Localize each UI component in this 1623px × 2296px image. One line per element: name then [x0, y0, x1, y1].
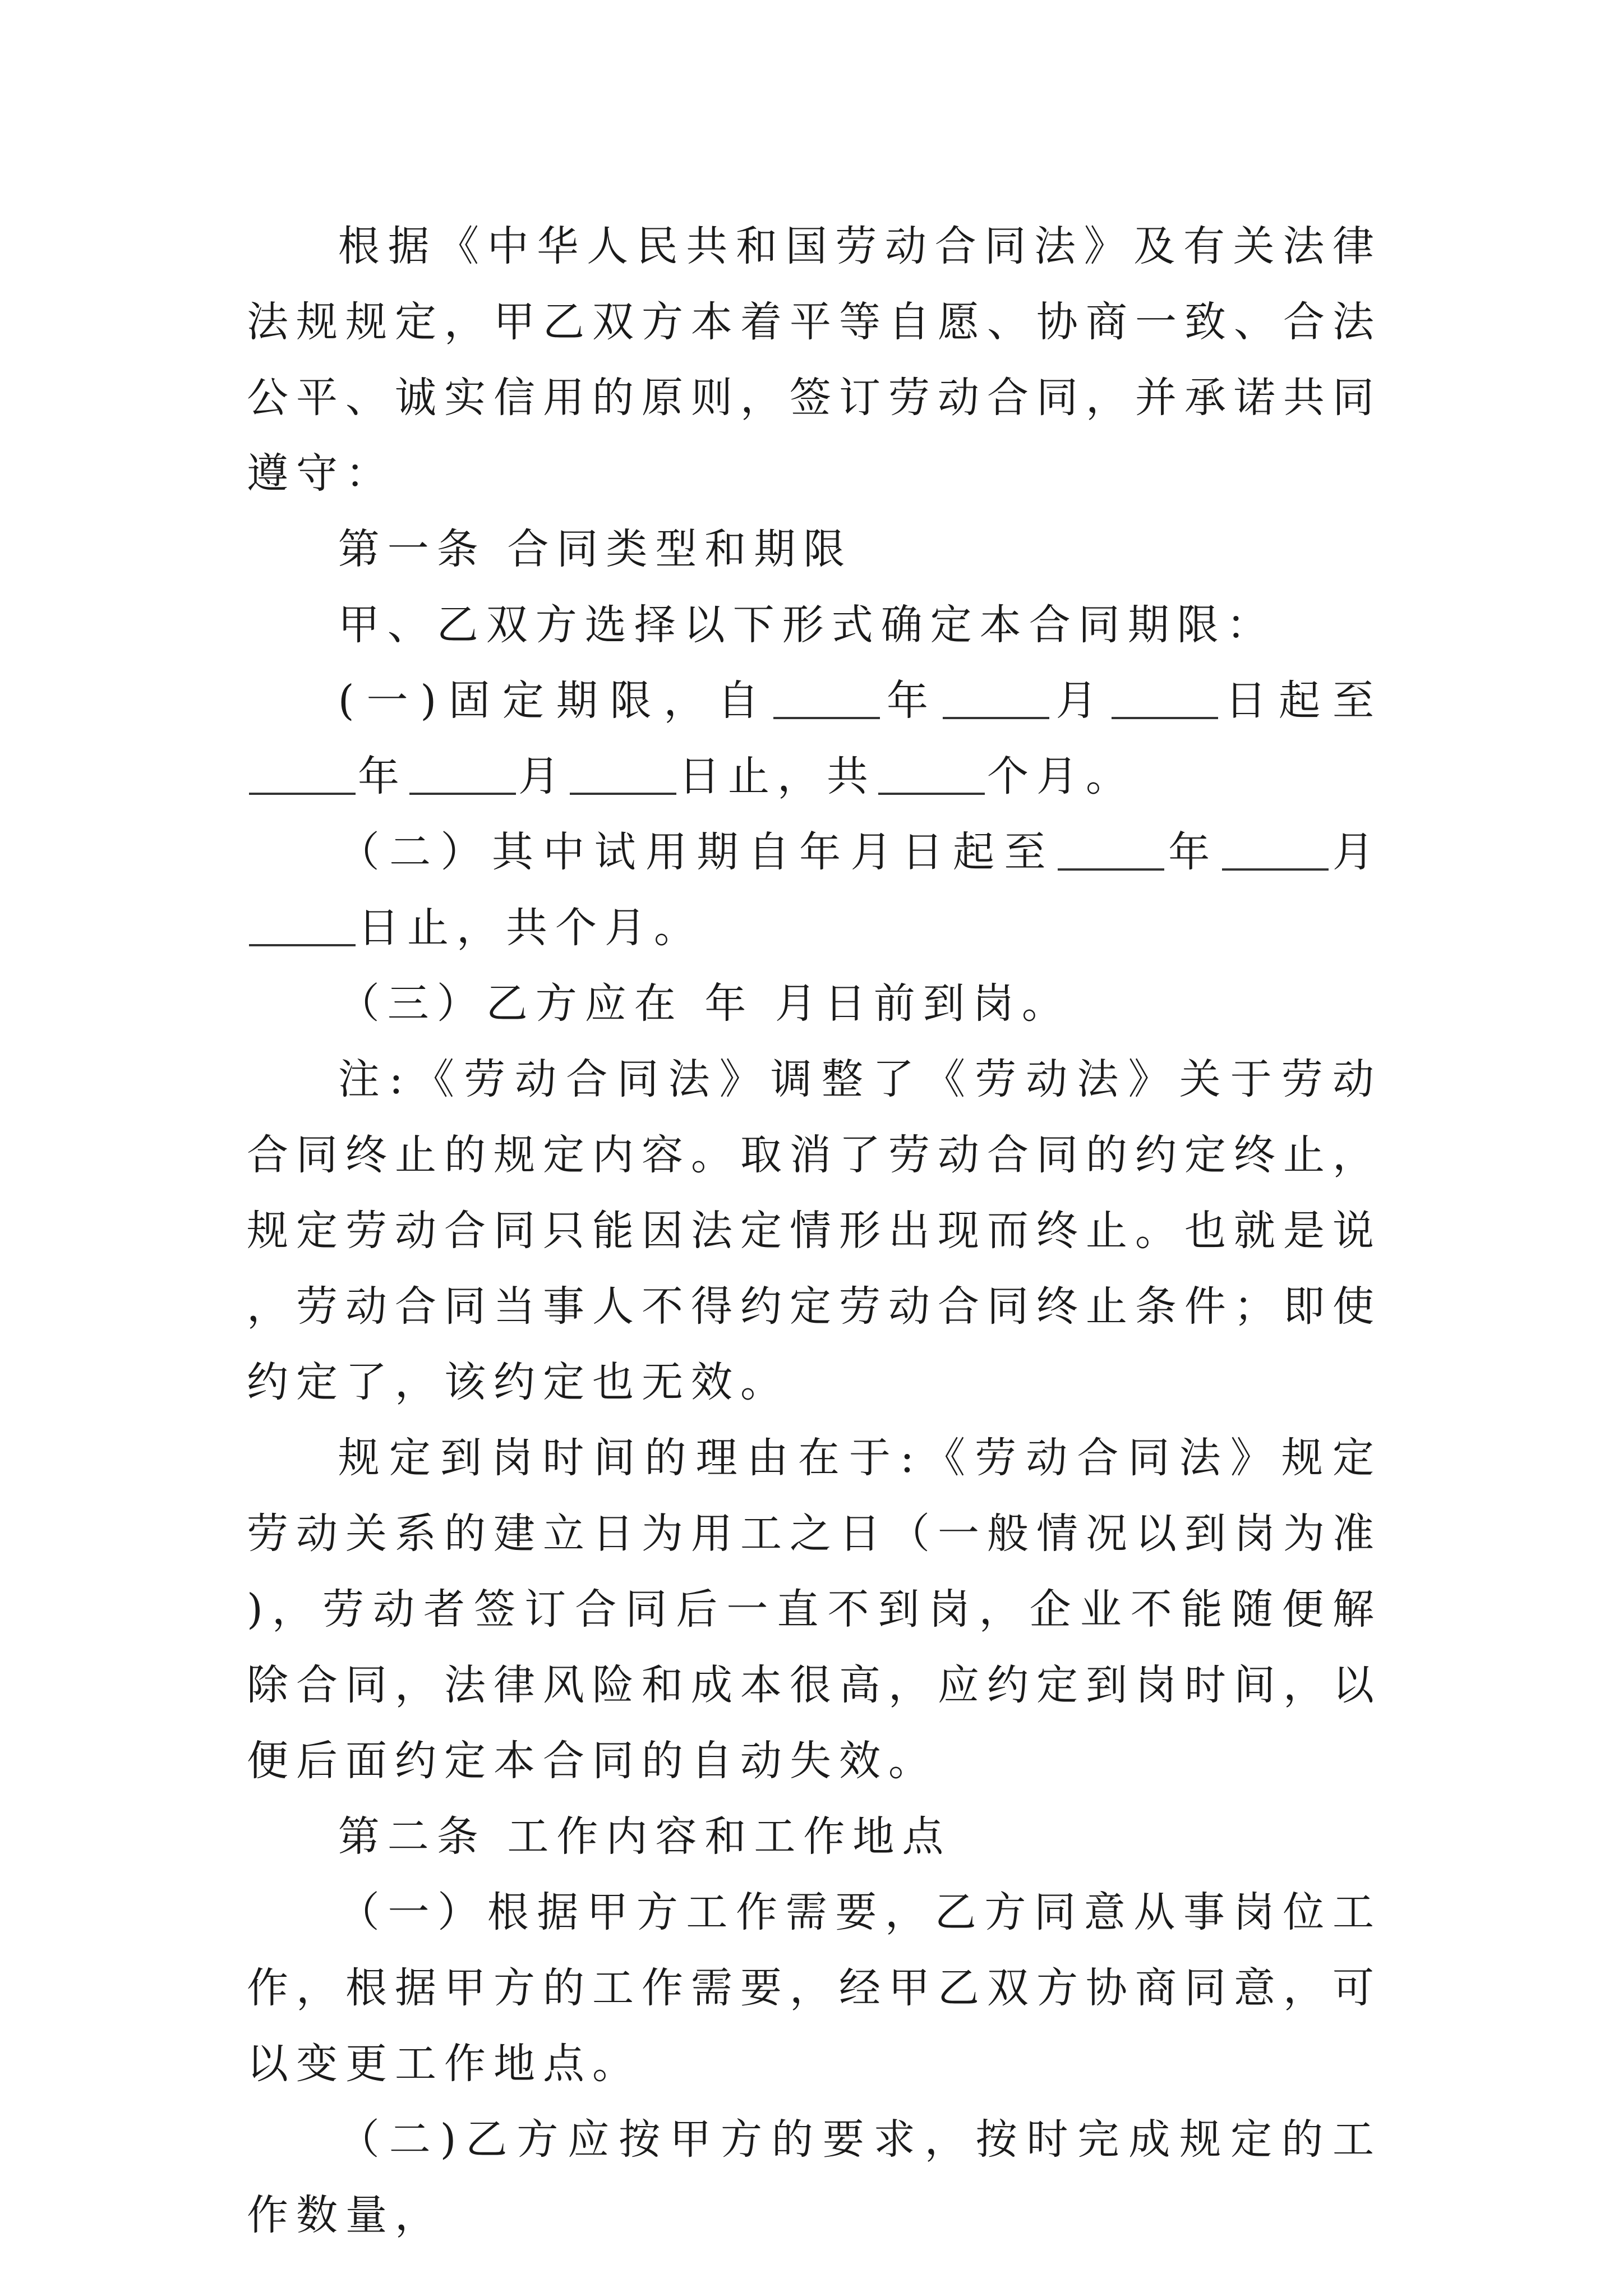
paragraph-text: 月: [518, 752, 568, 800]
fill-in-blank: [409, 751, 516, 795]
paragraph-text: 日止，共个月。: [358, 904, 703, 952]
paragraph: [247, 1799, 1382, 1875]
fill-in-blank: [943, 675, 1049, 719]
paragraph-text: 年: [1166, 828, 1220, 876]
paragraph-text: 日止，共: [679, 752, 876, 800]
paragraph: [247, 815, 1382, 966]
paragraph-text: （一）根据甲方工作需要，乙方同意从事岗位工作，根据甲方的工作需要，经甲乙双方协商同意，可以变更工作地点。: [247, 1888, 1382, 2088]
paragraph-text: 年: [882, 677, 940, 725]
paragraph-text: 注:《劳动合同法》调整了《劳动法》关于劳动合同终止的规定内容。取消了劳动合同的约定终止，规定劳动合同只能因法定情形出现而终止。也就是说，劳动合同当事人不得约定劳动合同终止条件；即使约定了，该约定也无效。: [247, 1055, 1382, 1406]
paragraph: [247, 1875, 1382, 2102]
paragraph: [247, 663, 1382, 815]
paragraph-text: 月: [1051, 677, 1110, 725]
paragraph: [247, 512, 1382, 587]
paragraph-text: 月: [1330, 828, 1382, 876]
paragraph-text: 第二条 工作内容和工作地点: [338, 1812, 952, 1861]
paragraph-text: 个月。: [987, 752, 1135, 800]
paragraph-text: 甲、乙双方选择以下形式确定本合同期限：: [338, 601, 1276, 649]
fill-in-blank: [1058, 827, 1164, 871]
paragraph-text: （二)乙方应按甲方的要求，按时完成规定的工作数量，: [247, 2115, 1382, 2239]
paragraph-text: 年: [358, 752, 407, 800]
paragraph-text: (一)固定期限，自: [338, 677, 772, 725]
paragraph: [247, 966, 1382, 1042]
fill-in-blank: [249, 903, 356, 946]
paragraph-text: （三）乙方应在 年 月日前到岗。: [338, 979, 1071, 1028]
fill-in-blank: [249, 751, 356, 795]
paragraph: [247, 2102, 1382, 2253]
fill-in-blank: [1112, 675, 1218, 719]
contract-body: [247, 209, 1382, 2253]
paragraph: [247, 209, 1382, 512]
paragraph-text: 规定到岗时间的理由在于:《劳动合同法》规定劳动关系的建立日为用工之日（一般情况以到岗为准)，劳动者签订合同后一直不到岗，企业不能随便解除合同，法律风险和成本很高，应约定到岗时间，以便后面约定本合同的自动失效。: [247, 1434, 1382, 1785]
paragraph: [247, 1420, 1382, 1799]
paragraph-text: 根据《中华人民共和国劳动合同法》及有关法律法规规定，甲乙双方本着平等自愿、协商一致、合法公平、诚实信用的原则，签订劳动合同，并承诺共同遵守：: [247, 222, 1382, 498]
fill-in-blank: [570, 751, 676, 795]
paragraph: [247, 587, 1382, 663]
paragraph-text: 第一条 合同类型和期限: [338, 525, 853, 573]
fill-in-blank: [878, 751, 985, 795]
fill-in-blank: [1222, 827, 1329, 871]
fill-in-blank: [773, 675, 880, 719]
paragraph-text: （二）其中试用期自年月日起至: [338, 828, 1055, 876]
paragraph-text: 日起至: [1220, 677, 1382, 725]
paragraph: [247, 1042, 1382, 1420]
